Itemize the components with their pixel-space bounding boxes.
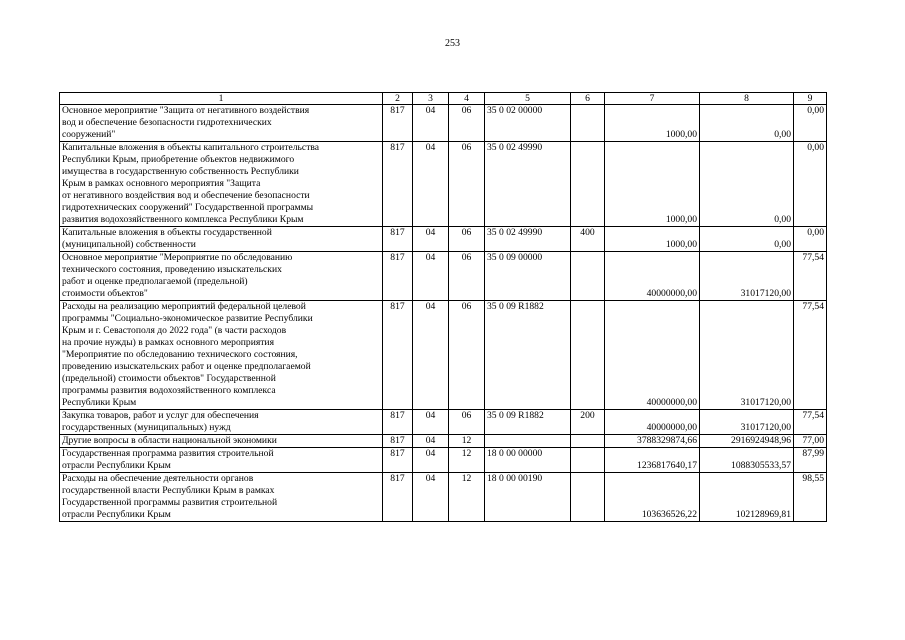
subsection-cell: 06: [449, 410, 485, 435]
expense-type-cell: [571, 473, 605, 522]
admin-code-cell: 817: [383, 227, 413, 252]
subsection-cell: 12: [449, 448, 485, 473]
admin-code-cell: 817: [383, 252, 413, 301]
table-row: [60, 142, 827, 227]
section-cell: 04: [413, 473, 449, 522]
header-row: [60, 93, 827, 105]
subsection-cell: 12: [449, 435, 485, 448]
planned-amount-cell: 40000000,00: [605, 301, 700, 410]
table-row: [60, 473, 827, 522]
expense-type-cell: [571, 105, 605, 142]
description-line: проведению изыскательских работ и оценке предполагаемой: [62, 361, 311, 372]
column-header: 1: [60, 93, 383, 105]
description-line: гидротехнических сооружений" Государственной программы: [62, 202, 314, 213]
section-cell: 04: [413, 105, 449, 142]
section-cell: 04: [413, 435, 449, 448]
description-line: Крым и г. Севастополя до 2022 года" (в части расходов: [62, 325, 287, 336]
description-line: Капитальные вложения в объекты государственной: [62, 227, 272, 238]
description-line: технического состояния, проведению изыскательских: [62, 264, 282, 275]
admin-code-cell: 817: [383, 435, 413, 448]
expense-type-cell: [571, 252, 605, 301]
table-row: [60, 301, 827, 410]
admin-code-cell: 817: [383, 448, 413, 473]
section-cell: 04: [413, 301, 449, 410]
subsection-cell: 06: [449, 105, 485, 142]
row-description: [60, 227, 383, 252]
target-article-cell: 35 0 09 00000: [485, 252, 571, 301]
subsection-cell: 12: [449, 473, 485, 522]
planned-amount-cell: 40000000,00: [605, 410, 700, 435]
target-article-cell: 18 0 00 00000: [485, 448, 571, 473]
description-line: Капитальные вложения в объекты капитального строительства: [62, 142, 320, 153]
executed-amount-cell: 1088305533,57: [700, 448, 794, 473]
target-article-cell: 35 0 02 00000: [485, 105, 571, 142]
column-header: 8: [700, 93, 794, 105]
planned-amount-cell: 1000,00: [605, 227, 700, 252]
executed-amount-cell: 0,00: [700, 105, 794, 142]
execution-percent-cell: 0,00: [794, 142, 827, 227]
planned-amount-cell: 3788329874,66: [605, 435, 700, 448]
execution-percent-cell: 77,54: [794, 252, 827, 301]
executed-amount-cell: 0,00: [700, 142, 794, 227]
execution-percent-cell: 0,00: [794, 105, 827, 142]
description-line: "Мероприятие по обследованию технического состояния,: [62, 349, 298, 360]
executed-amount-cell: 31017120,00: [700, 252, 794, 301]
description-line: на прочие нужды) в рамках основного мероприятия: [62, 337, 274, 348]
subsection-cell: 06: [449, 301, 485, 410]
planned-amount-cell: 1236817640,17: [605, 448, 700, 473]
admin-code-cell: 817: [383, 105, 413, 142]
execution-percent-cell: 98,55: [794, 473, 827, 522]
execution-percent-cell: 77,54: [794, 410, 827, 435]
column-header: 7: [605, 93, 700, 105]
description-line: стоимости объектов": [62, 288, 148, 299]
description-line: развития водохозяйственного комплекса Республики Крым: [62, 214, 304, 225]
table-row: [60, 105, 827, 142]
description-line: Другие вопросы в области национальной экономики: [62, 435, 277, 446]
row-description: [60, 410, 383, 435]
row-description: [60, 105, 383, 142]
description-line: (муниципальной) собственности: [62, 239, 196, 250]
row-description: [60, 473, 383, 522]
expense-type-cell: [571, 435, 605, 448]
target-article-cell: 35 0 02 49990: [485, 142, 571, 227]
description-line: Крым в рамках основного мероприятия "Защита: [62, 178, 261, 189]
section-cell: 04: [413, 252, 449, 301]
expense-type-cell: [571, 448, 605, 473]
description-line: отрасли Республики Крым: [62, 509, 171, 520]
table-row: [60, 252, 827, 301]
description-line: Республики Крым: [62, 397, 137, 408]
description-line: Расходы на обеспечение деятельности органов: [62, 473, 254, 484]
section-cell: 04: [413, 448, 449, 473]
column-header: 5: [485, 93, 571, 105]
description-line: государственных (муниципальных) нужд: [62, 422, 231, 433]
column-header: 3: [413, 93, 449, 105]
column-header: 4: [449, 93, 485, 105]
description-line: государственной власти Республики Крым в рамках: [62, 485, 275, 496]
admin-code-cell: 817: [383, 473, 413, 522]
admin-code-cell: 817: [383, 410, 413, 435]
table-row: [60, 448, 827, 473]
description-line: Государственная программа развития строительной: [62, 448, 274, 459]
subsection-cell: 06: [449, 252, 485, 301]
description-line: вод и обеспечение безопасности гидротехнических: [62, 117, 272, 128]
admin-code-cell: 817: [383, 142, 413, 227]
planned-amount-cell: 1000,00: [605, 105, 700, 142]
column-header: 6: [571, 93, 605, 105]
table-row: [60, 410, 827, 435]
description-line: Основное мероприятие "Защита от негативного воздействия: [62, 105, 310, 116]
execution-percent-cell: 77,54: [794, 301, 827, 410]
planned-amount-cell: 40000000,00: [605, 252, 700, 301]
section-cell: 04: [413, 227, 449, 252]
target-article-cell: 35 0 09 R1882: [485, 410, 571, 435]
description-line: сооружений": [62, 129, 116, 140]
description-line: Расходы на реализацию мероприятий федеральной целевой: [62, 301, 306, 312]
description-line: Государственной программы развития строительной: [62, 497, 278, 508]
description-line: программы развития водохозяйственного комплекса: [62, 385, 276, 396]
description-line: работ и оценке предполагаемой (предельной): [62, 276, 248, 287]
page-number: 253: [445, 38, 460, 49]
subsection-cell: 06: [449, 142, 485, 227]
description-line: отрасли Республики Крым: [62, 460, 171, 471]
row-description: [60, 448, 383, 473]
expense-type-cell: 400: [571, 227, 605, 252]
executed-amount-cell: 2916924948,96: [700, 435, 794, 448]
description-line: Республики Крым, приобретение объектов недвижимого: [62, 154, 295, 165]
target-article-cell: [485, 435, 571, 448]
description-line: Закупка товаров, работ и услуг для обеспечения: [62, 410, 259, 421]
description-line: программы "Социально-экономическое развитие Республики: [62, 313, 313, 324]
executed-amount-cell: 0,00: [700, 227, 794, 252]
execution-percent-cell: 87,99: [794, 448, 827, 473]
expense-type-cell: [571, 301, 605, 410]
executed-amount-cell: 31017120,00: [700, 301, 794, 410]
column-header: 9: [794, 93, 827, 105]
budget-table: [59, 92, 827, 522]
expense-type-cell: [571, 142, 605, 227]
target-article-cell: 35 0 02 49990: [485, 227, 571, 252]
description-line: имущества в государственную собственность Республики: [62, 166, 299, 177]
description-line: Основное мероприятие "Мероприятие по обследованию: [62, 252, 293, 263]
section-cell: 04: [413, 142, 449, 227]
executed-amount-cell: 31017120,00: [700, 410, 794, 435]
row-description: [60, 435, 383, 448]
column-header: 2: [383, 93, 413, 105]
expense-type-cell: 200: [571, 410, 605, 435]
executed-amount-cell: 102128969,81: [700, 473, 794, 522]
section-cell: 04: [413, 410, 449, 435]
execution-percent-cell: 77,00: [794, 435, 827, 448]
admin-code-cell: 817: [383, 301, 413, 410]
execution-percent-cell: 0,00: [794, 227, 827, 252]
target-article-cell: 18 0 00 00190: [485, 473, 571, 522]
description-line: (предельной) стоимости объектов" Государственной: [62, 373, 276, 384]
table-row: [60, 435, 827, 448]
row-description: [60, 252, 383, 301]
target-article-cell: 35 0 09 R1882: [485, 301, 571, 410]
row-description: [60, 301, 383, 410]
subsection-cell: 06: [449, 227, 485, 252]
table-row: [60, 227, 827, 252]
description-line: от негативного воздействия вод и обеспечение безопасности: [62, 190, 310, 201]
planned-amount-cell: 1000,00: [605, 142, 700, 227]
row-description: [60, 142, 383, 227]
planned-amount-cell: 103636526,22: [605, 473, 700, 522]
